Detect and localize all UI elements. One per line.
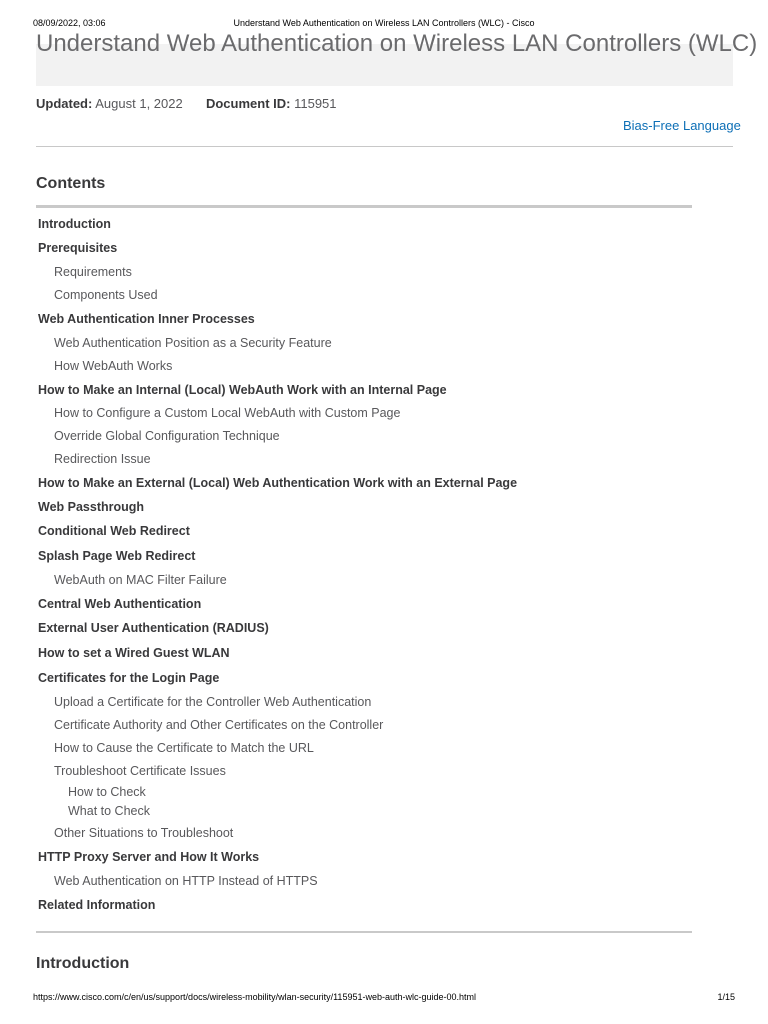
toc-item[interactable]: How WebAuth Works xyxy=(54,359,173,373)
introduction-heading: Introduction xyxy=(36,955,130,972)
toc-item[interactable]: Central Web Authentication xyxy=(38,597,202,611)
toc-item[interactable]: Related Information xyxy=(38,898,156,912)
toc-item[interactable]: HTTP Proxy Server and How It Works xyxy=(38,850,260,864)
page-title: Understand Web Authentication on Wireless LAN Controllers (WLC) xyxy=(36,30,758,57)
toc-item[interactable]: Certificate Authority and Other Certificates on the Controller xyxy=(54,718,384,732)
divider xyxy=(36,146,733,147)
toc-item[interactable]: How to Make an Internal (Local) WebAuth Work with an Internal Page xyxy=(38,383,447,397)
updated-label: Updated: xyxy=(36,96,93,111)
toc-item[interactable]: Conditional Web Redirect xyxy=(38,524,190,538)
toc-item[interactable]: Prerequisites xyxy=(38,241,118,255)
toc-item[interactable]: Override Global Configuration Technique xyxy=(54,429,280,443)
divider xyxy=(36,931,692,933)
toc-item[interactable]: How to Make an External (Local) Web Authentication Work with an External Page xyxy=(38,476,518,490)
toc-item[interactable]: WebAuth on MAC Filter Failure xyxy=(54,573,227,587)
toc-item[interactable]: How to Configure a Custom Local WebAuth with Custom Page xyxy=(54,406,401,420)
document-meta xyxy=(36,96,337,111)
toc-item[interactable]: Certificates for the Login Page xyxy=(38,671,220,685)
toc-item[interactable]: Web Authentication on HTTP Instead of HTTPS xyxy=(54,874,318,888)
toc-item[interactable]: Splash Page Web Redirect xyxy=(38,549,196,563)
toc-item[interactable]: Web Authentication Position as a Security Feature xyxy=(54,336,332,350)
print-url: https://www.cisco.com/c/en/us/support/docs/wireless-mobility/wlan-security/115951-web-auth-wlc-guide-00.html xyxy=(33,992,477,1002)
toc-item[interactable]: How to Check xyxy=(68,785,146,799)
updated-value: August 1, 2022 xyxy=(95,96,183,111)
toc-item[interactable]: Introduction xyxy=(38,217,111,231)
document-id-value: 115951 xyxy=(294,96,337,111)
toc-item[interactable]: How to Cause the Certificate to Match the URL xyxy=(54,741,314,755)
page-number: 1/15 xyxy=(717,992,735,1002)
toc-item[interactable]: What to Check xyxy=(68,804,150,818)
toc-item[interactable]: External User Authentication (RADIUS) xyxy=(38,621,269,635)
print-doc-title: Understand Web Authentication on Wireless LAN Controllers (WLC) - Cisco xyxy=(233,18,535,28)
toc-item[interactable]: How to set a Wired Guest WLAN xyxy=(38,646,230,660)
print-datetime: 08/09/2022, 03:06 xyxy=(33,18,106,28)
document-id-label: Document ID: xyxy=(205,96,291,111)
contents-heading: Contents xyxy=(36,175,106,192)
toc-item[interactable]: Web Passthrough xyxy=(38,500,145,514)
toc-item[interactable]: Other Situations to Troubleshoot xyxy=(54,826,234,840)
toc-item[interactable]: Requirements xyxy=(54,265,132,279)
toc-item[interactable]: Redirection Issue xyxy=(54,452,151,466)
contents-divider xyxy=(36,205,692,208)
toc-item[interactable]: Troubleshoot Certificate Issues xyxy=(54,764,226,778)
toc-item[interactable]: Components Used xyxy=(54,288,158,302)
toc-item[interactable]: Upload a Certificate for the Controller Web Authentication xyxy=(54,695,372,709)
page-title-band xyxy=(36,30,758,86)
toc-item[interactable]: Web Authentication Inner Processes xyxy=(38,312,255,326)
bias-free-language-link[interactable]: Bias-Free Language xyxy=(623,118,741,133)
